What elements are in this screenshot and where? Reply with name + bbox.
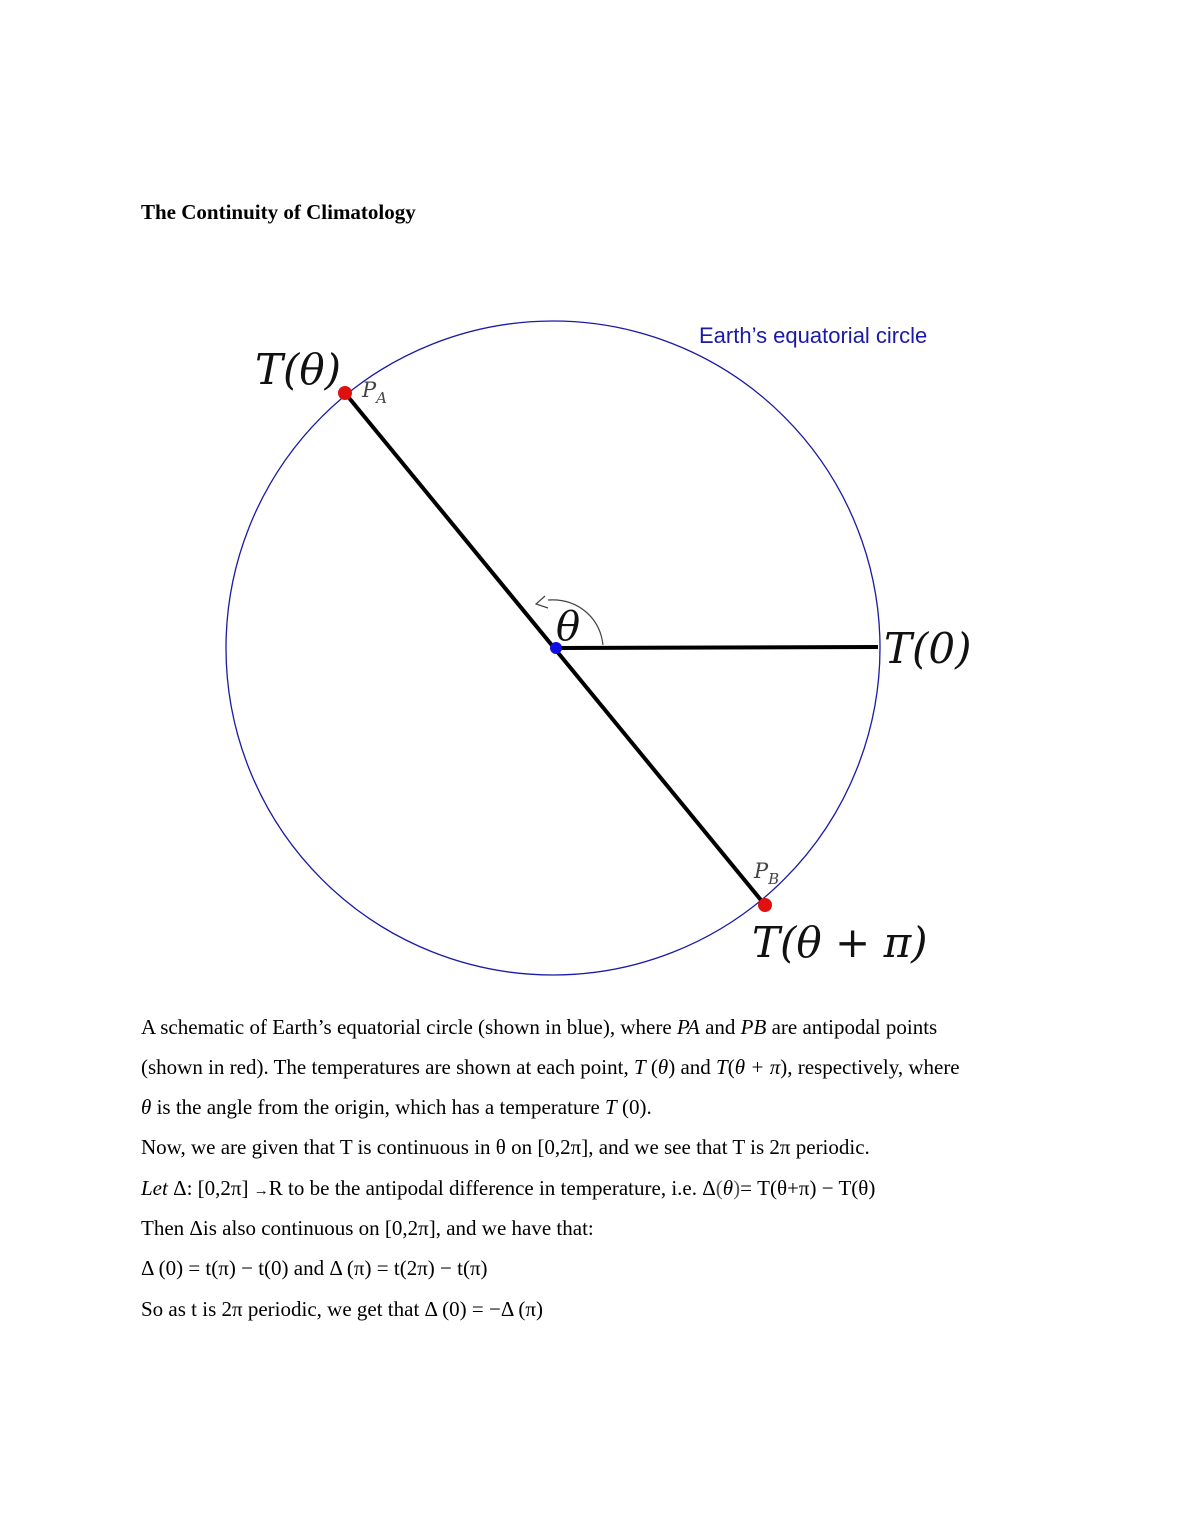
radius-to-t-zero [556,647,878,648]
theta-arrow-head-icon [536,596,548,608]
caption-line-3: θ is the angle from the origin, which has a temperature T (0). [141,1095,652,1119]
label-t-theta: T(θ) [255,345,342,394]
caption-line-2: (shown in red). The temperatures are shown at each point, T (θ) and T(θ + π), respectively, where [141,1055,960,1079]
paragraph-continuity: Now, we are given that T is continuous in θ on [0,2π], and we see that T is 2π periodic. [141,1135,870,1159]
label-t-zero: T(0) [884,624,972,673]
paragraph-definition: Let Δ: [0,2π] →R to be the antipodal difference in temperature, i.e. Δ(θ)= T(θ+π) − T(θ) [141,1176,876,1200]
paragraph-conclusion: So as t is 2π periodic, we get that Δ (0) = −Δ (π) [141,1297,544,1321]
circle-label: Earth’s equatorial circle [699,323,928,348]
paragraph-then: Then Δis also continuous on [0,2π], and we have that: [141,1216,594,1240]
label-pa: PA [362,378,387,407]
label-theta: θ [556,604,581,650]
label-pb: PB [754,859,780,888]
caption-line-1: A schematic of Earth’s equatorial circle (shown in blue), where PA and PB are antipodal points [141,1015,938,1039]
label-t-theta-plus-pi: T(θ + π) [752,918,928,967]
equation-delta-values: Δ (0) = t(π) − t(0) and Δ (π) = t(2π) − t(π) [141,1256,488,1280]
point-pb [758,898,772,912]
page-title: The Continuity of Climatology [141,200,416,224]
